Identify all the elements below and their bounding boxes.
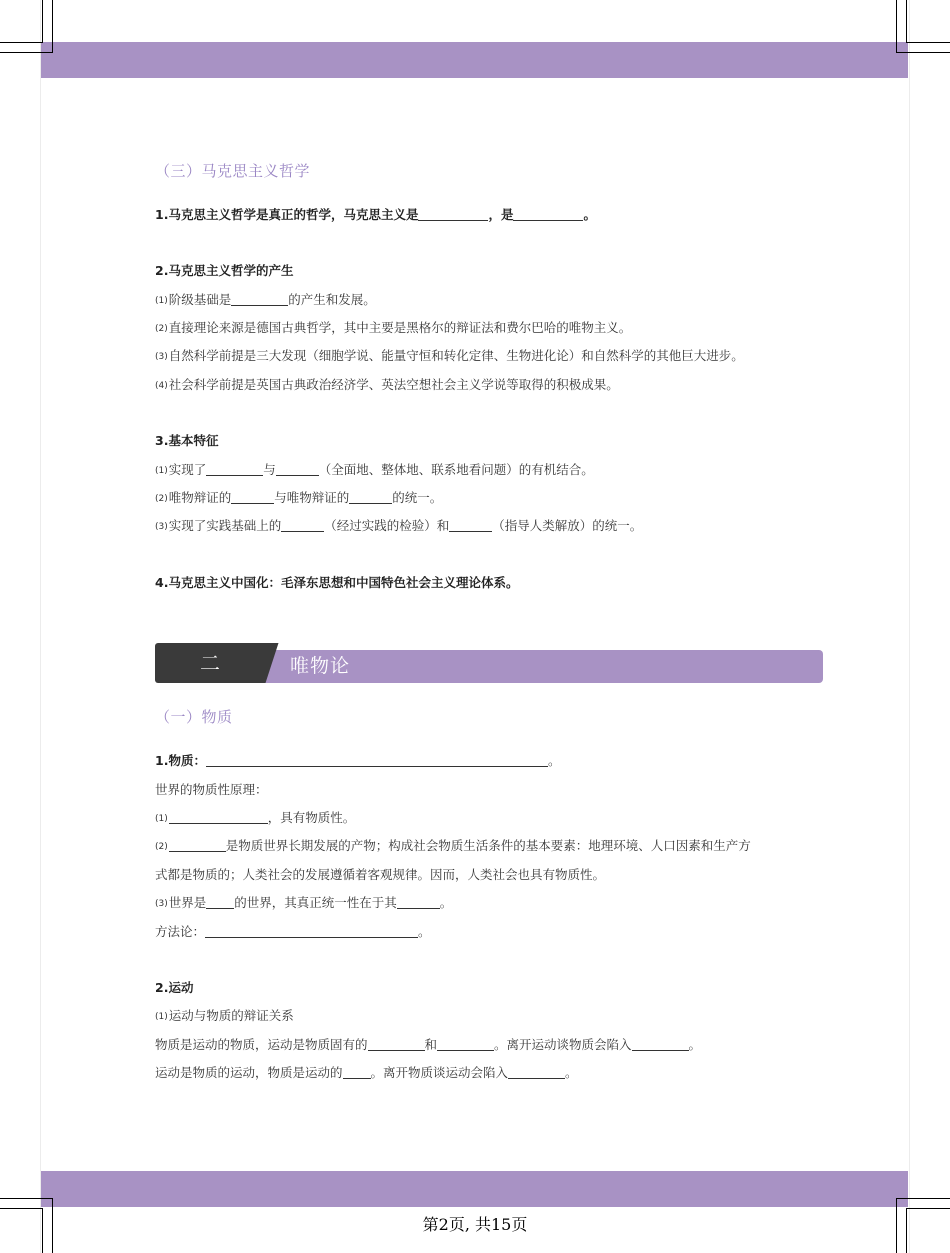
- blank-field[interactable]: [418, 206, 488, 221]
- item-3-point-3: (3)实现了实践基础上的 （经过实践的检验）和 （指导人类解放）的统一。: [155, 518, 643, 533]
- matter-point-2: (2) 是物质世界长期发展的产物；构成社会物质生活条件的基本要素：地理环境、人口因素和生产方: [155, 838, 751, 853]
- section-title: 唯物论: [290, 655, 351, 677]
- blank-field[interactable]: [231, 489, 274, 504]
- blank-field[interactable]: [508, 1064, 565, 1079]
- blank-field[interactable]: [276, 461, 319, 476]
- item-2-point-1: (1)阶级基础是 的产生和发展。: [155, 292, 376, 307]
- item-2-point-2: (2)直接理论来源是德国古典哲学，其中主要是黑格尔的辩证法和费尔巴哈的唯物主义。: [155, 320, 632, 335]
- motion-line-2: 运动是物质的运动，物质是运动的 。离开物质谈运动会陷入 。: [155, 1065, 578, 1080]
- matter-definition: 1.物质： 。: [155, 753, 561, 768]
- blank-field[interactable]: [368, 1036, 425, 1051]
- page-number: 第2页, 共15页: [422, 1215, 528, 1234]
- blank-field[interactable]: [397, 894, 440, 909]
- blank-field[interactable]: [449, 517, 492, 532]
- item-3-point-2: (2)唯物辩证的 与唯物辩证的 的统一。: [155, 490, 443, 505]
- motion-line-1: 物质是运动的物质，运动是物质固有的 和 。离开运动谈物质会陷入 。: [155, 1037, 702, 1052]
- blank-field[interactable]: [206, 752, 548, 767]
- blank-field[interactable]: [513, 206, 583, 221]
- section-banner-materialism: [155, 643, 823, 683]
- matter-point-1: (1) ，具有物质性。: [155, 810, 356, 825]
- blank-field[interactable]: [169, 809, 268, 824]
- blank-field[interactable]: [206, 894, 234, 909]
- item-2-title: 2.马克思主义哲学的产生: [155, 263, 294, 278]
- item-3-point-1: (1)实现了 与 （全面地、整体地、联系地看问题）的有机结合。: [155, 462, 594, 477]
- blank-field[interactable]: [632, 1036, 689, 1051]
- matter-point-3: (3)世界是 的世界，其真正统一性在于其 。: [155, 895, 453, 910]
- item-3-title: 3.基本特征: [155, 433, 219, 448]
- item-2-motion-title: 2.运动: [155, 980, 194, 995]
- item-2-point-3: (3)自然科学前提是三大发现（细胞学说、能量守恒和转化定律、生物进化论）和自然科学的其他巨大进步。: [155, 348, 744, 363]
- blank-field[interactable]: [281, 517, 324, 532]
- blank-field[interactable]: [349, 489, 392, 504]
- blank-field[interactable]: [205, 923, 418, 938]
- section-heading-marxist-philosophy: （三）马克思主义哲学: [155, 162, 311, 180]
- item-2-point-4: (4)社会科学前提是英国古典政治经济学、英法空想社会主义学说等取得的积极成果。: [155, 377, 619, 392]
- blank-field[interactable]: [343, 1064, 371, 1079]
- header-band: [41, 42, 908, 78]
- blank-field[interactable]: [206, 461, 263, 476]
- matter-point-2-continued: 式都是物质的；人类社会的发展遵循着客观规律。因而，人类社会也具有物质性。: [155, 867, 606, 882]
- footer-band: [41, 1171, 908, 1207]
- material-world-principle: 世界的物质性原理：: [155, 782, 268, 797]
- item-1-marxist-philosophy: 1.马克思主义哲学是真正的哲学，马克思主义是 ，是 。: [155, 207, 596, 222]
- motion-sub-1: (1)运动与物质的辩证关系: [155, 1008, 294, 1023]
- blank-field[interactable]: [437, 1036, 494, 1051]
- item-4-sinicization: 4.马克思主义中国化：毛泽东思想和中国特色社会主义理论体系。: [155, 575, 519, 590]
- subsection-heading-matter: （一）物质: [155, 708, 233, 726]
- methodology: 方法论： 。: [155, 924, 431, 939]
- blank-field[interactable]: [169, 837, 226, 852]
- blank-field[interactable]: [231, 291, 288, 306]
- section-number: 二: [155, 643, 265, 683]
